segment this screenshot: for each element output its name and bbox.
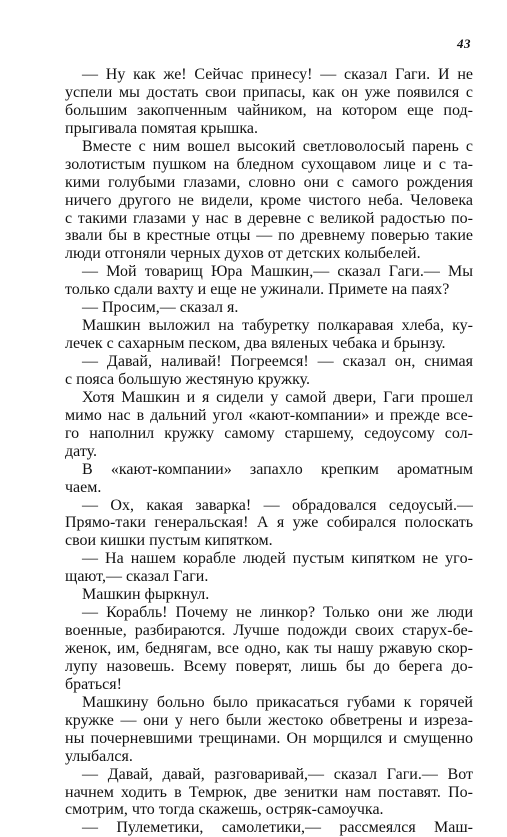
body-text xyxy=(65,66,473,837)
text-line: Машкину больно было прикасаться губами к горячей xyxy=(82,693,473,711)
text-line: — Мой товарищ Юра Машкин,— сказал Гаги.— Мы xyxy=(82,263,473,281)
text-line: успели мы достать свои припасы, как он уже появился с xyxy=(65,83,473,101)
text-line: люди отгоняли черных духов от детских колыбелей. xyxy=(65,245,421,263)
text-line: кружке — они у него были жестоко обветрены и изреза- xyxy=(65,711,473,729)
text-line: свои кишки пустым кипятком. xyxy=(65,532,273,550)
text-line: дату. xyxy=(65,442,98,460)
text-line: кими голубыми глазами, словно они с самого рождения xyxy=(65,173,473,191)
text-line: с пояса большую жестяную кружку. xyxy=(65,370,311,388)
text-line: золотистым пушком на бледном сухощавом лице и с та- xyxy=(65,155,473,173)
text-line: прыгивала помятая крышка. xyxy=(65,119,258,137)
text-line: ничего другого не видели, кроме чистого неба. Человека xyxy=(65,191,473,209)
text-line: улыбался. xyxy=(65,747,133,765)
text-line: с такими глазами у нас в деревне с великой радостью по- xyxy=(65,209,473,227)
text-line: — Просим,— сказал я. xyxy=(82,299,239,317)
text-line: Машкин фыркнул. xyxy=(82,586,210,604)
text-line: Прямо-таки генеральская! А я уже собирался полоскать xyxy=(65,514,473,532)
text-line: лупу назовешь. Всему поверят, лишь бы до берега до- xyxy=(65,657,473,675)
text-line: — Ну как же! Сейчас принесу! — сказал Гаги. И не xyxy=(82,66,473,83)
text-line: ны почерневшими трещинами. Он морщился и смущенно xyxy=(65,729,473,747)
text-line: щают,— сказал Гаги. xyxy=(65,568,209,586)
text-line: — Давай, наливай! Погреемся! — сказал он, снимая xyxy=(82,353,473,370)
text-line: Машкин выложил на табуретку полкаравая хлеба, ку- xyxy=(82,317,473,335)
text-line: го наполнил кружку самому старшему, седоусому сол- xyxy=(65,424,473,442)
text-line: В «кают-компании» запахло крепким ароматным xyxy=(82,460,473,478)
text-line: — Давай, давай, разговаривай,— сказал Гаги.— Вот xyxy=(82,765,473,783)
text-line: мимо нас в дальний угол «кают-компании» и прежде все- xyxy=(65,406,473,424)
text-line: военные, разбираются. Лучше подожди своих старух-бе- xyxy=(65,622,473,640)
text-line: смотрим, что тогда скажешь, остряк-самоучка. xyxy=(65,801,384,819)
text-line: — Пулеметики, самолетики,— рассмеялся Маш- xyxy=(82,819,473,837)
text-line: большим закопченным чайником, на котором еще под- xyxy=(65,101,473,119)
text-line: Вместе с ним вошел высокий светловолосый парень с xyxy=(82,137,473,155)
text-line: браться! xyxy=(65,675,122,693)
text-line: лечек с сахарным песком, два вяленых чебака и брынзу. xyxy=(65,335,446,353)
text-line: только сдали вахту и еще не ужинали. Примете на паях? xyxy=(65,281,450,299)
text-line: — Ох, какая заварка! — обрадовался седоусый.— xyxy=(82,496,473,514)
text-line: Хотя Машкин и я сидели у самой двери, Гаги прошел xyxy=(82,388,473,406)
text-line: женок, им, беднягам, все одно, как ты нашу ржавую скор- xyxy=(65,640,473,657)
text-line: начнем ходить в Темрюк, две зенитки нам поставят. По- xyxy=(65,783,473,801)
page-number: 43 xyxy=(457,36,471,51)
text-line: чаем. xyxy=(65,478,102,496)
text-line: — На нашем корабле людей пустым кипятком не угo- xyxy=(82,550,473,568)
text-line: — Корабль! Почему не линкор? Только они же люди xyxy=(82,604,473,622)
text-line: звали бы в крестные отцы — по древнему поверью такие xyxy=(65,227,473,245)
